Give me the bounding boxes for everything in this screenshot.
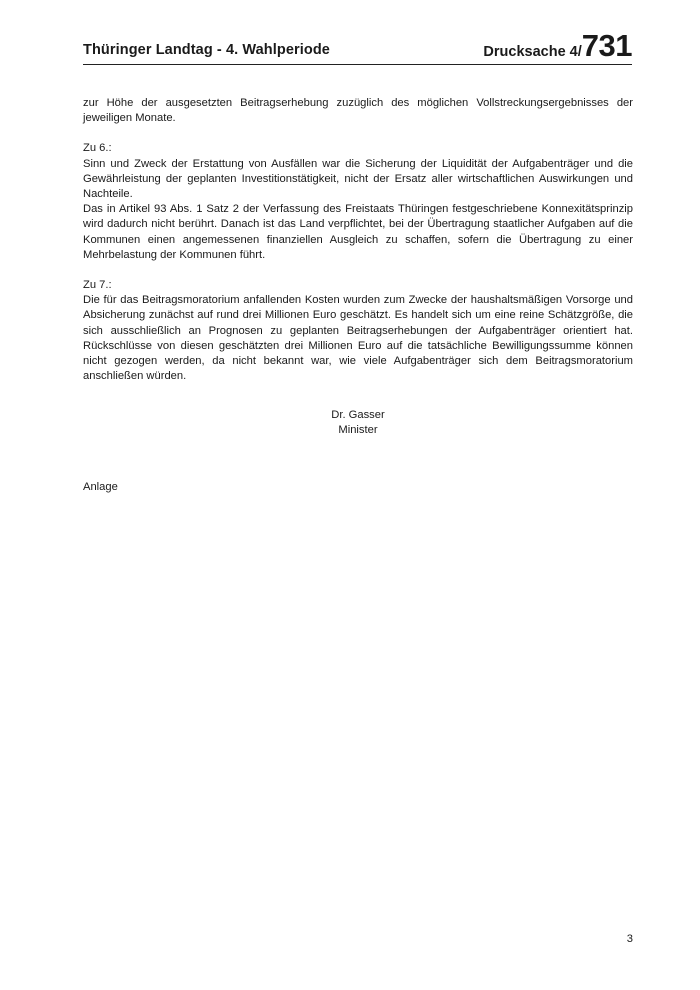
attachment-label: Anlage	[83, 481, 118, 493]
section-7-paragraph-1: Die für das Beitragsmoratorium anfallenden Kosten wurden zum Zwecke der haushaltsmäßigen Vorsorge und Absicherung zunächst auf rund drei Millionen Euro geschätzt. Es handelt sich um eine reine Schätzgröße, die sich ausschließlich an Prognosen zu geplanten Beitragserhebungen der Aufgabenträger orientiert hat. Rückschlüsse von diesen geschätzten drei Millionen Euro auf die tatsächliche Bewilligungssumme können nicht gezogen werden, da nicht bekannt war, wie viele Aufgabenträger sich dem Beitragsmoratorium anschließen würden.	[83, 294, 633, 383]
parliament-title: Thüringer Landtag - 4. Wahlperiode	[83, 42, 330, 58]
section-6-paragraph-2: Das in Artikel 93 Abs. 1 Satz 2 der Verfassung des Freistaats Thüringen festgeschriebene Konnexitätsprinzip wird dadurch nicht berührt. Danach ist das Land verpflichtet, bei der Übertragung staatlicher Aufgaben auf die Kommunen einen angemessenen finanziellen Ausgleich zu schaffen, sofern die Übertragung zu einer Mehrbelastung der Kommunen führt.	[83, 203, 633, 261]
section-6-paragraph-1: Sinn und Zweck der Erstattung von Ausfällen war die Sicherung der Liquidität der Aufgabenträger und die Gewährleistung der geplanten Investitionstätigkeit, nicht der Ersatz aller wirtschaftlichen Auswirkungen und Nachteile.	[83, 157, 633, 201]
document-body	[83, 96, 633, 384]
page-header	[83, 30, 632, 65]
signature-block	[83, 408, 633, 438]
document-number	[483, 28, 632, 63]
page-number: 3	[626, 933, 633, 945]
section-6-heading: Zu 6.:	[83, 142, 112, 155]
document-label: Drucksache 4/	[483, 44, 582, 60]
signature-role: Minister	[338, 424, 378, 437]
document-number-value: 731	[581, 28, 632, 63]
intro-paragraph: zur Höhe der ausgesetzten Beitragserhebung zuzüglich des möglichen Vollstreckungsergebnisses der jeweiligen Monate.	[83, 97, 633, 125]
section-7-heading: Zu 7.:	[83, 279, 112, 292]
signature-name: Dr. Gasser	[331, 409, 385, 421]
